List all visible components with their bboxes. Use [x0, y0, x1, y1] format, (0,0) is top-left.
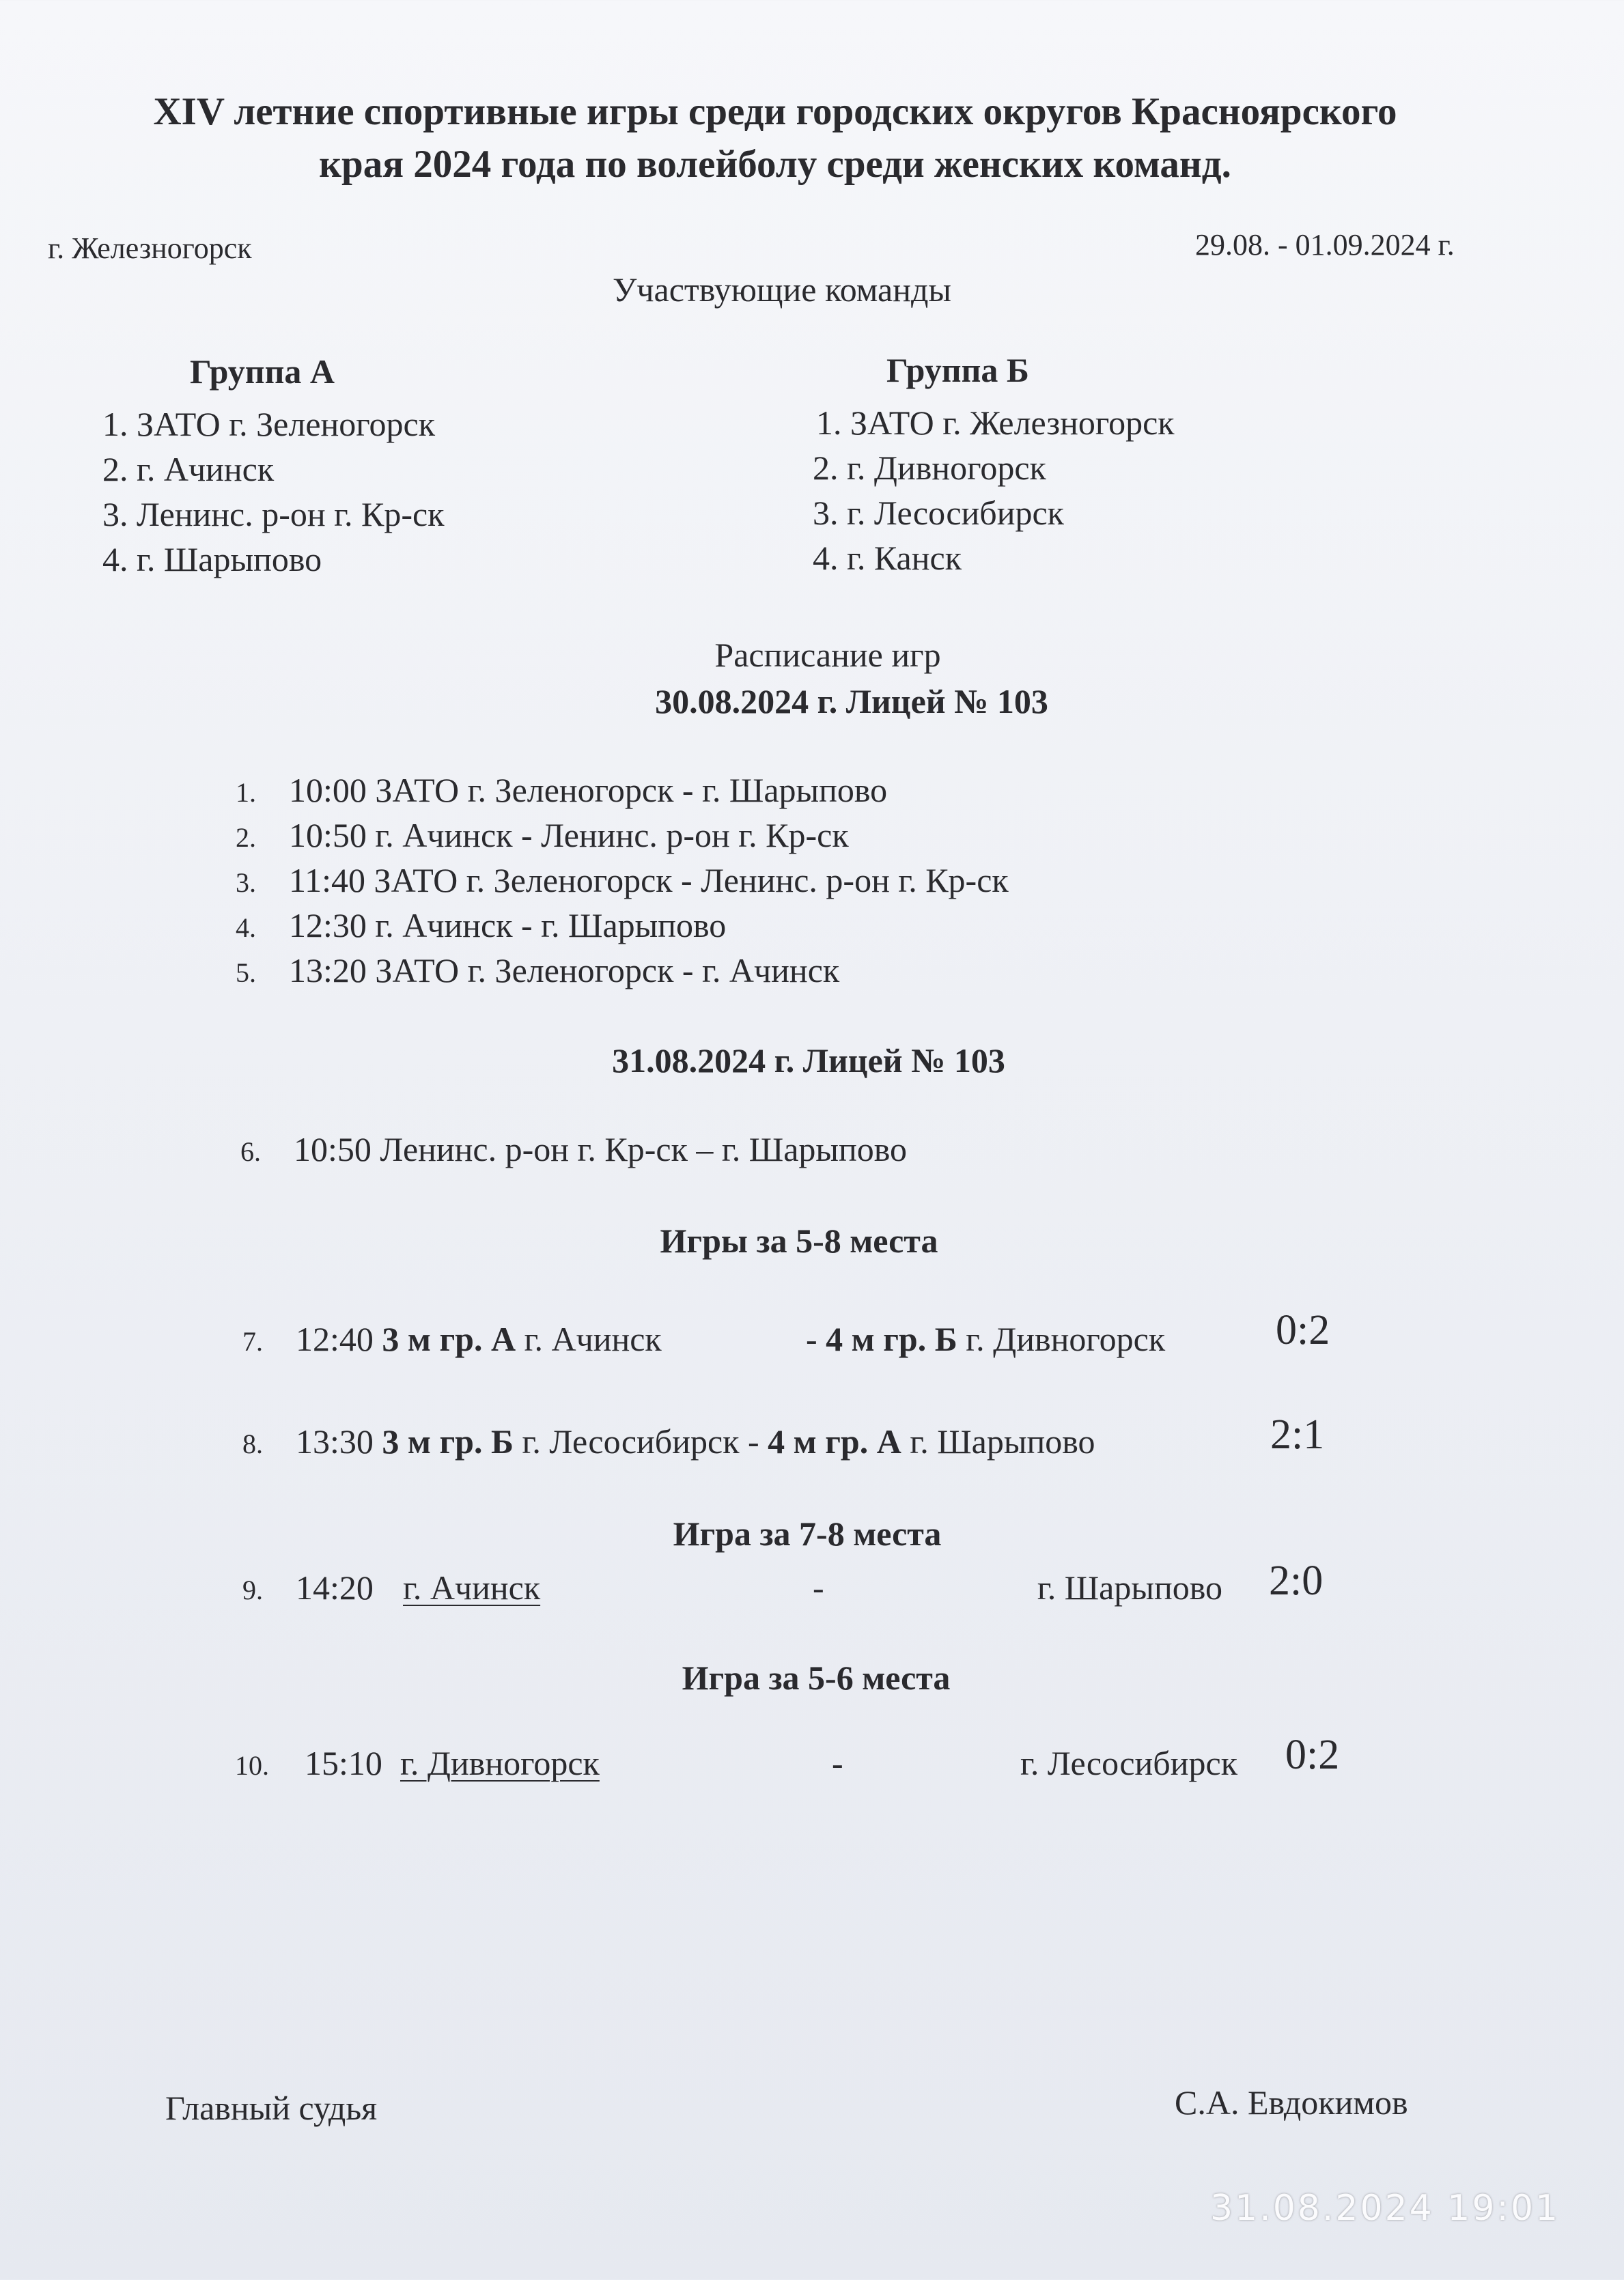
game-seed-1: 3 м гр. А: [382, 1320, 516, 1358]
game-number: 2.: [236, 822, 256, 853]
places-5-8-heading: Игры за 5-8 места: [660, 1222, 938, 1260]
game-team-1: г. Ачинск: [403, 1568, 541, 1607]
game-number: 10.: [235, 1750, 269, 1781]
group-a-team: 4. г. Шарыпово: [102, 540, 322, 578]
places-7-8-heading: Игра за 7-8 места: [673, 1515, 942, 1553]
chief-judge-label: Главный судья: [165, 2089, 378, 2127]
game-number: 8.: [242, 1428, 263, 1459]
group-a-team: 2. г. Ачинск: [102, 450, 275, 488]
game-row: [242, 1422, 1095, 1461]
game-number: 3.: [236, 867, 256, 898]
game-text: 13:20 ЗАТО г. Зеленогорск - г. Ачинск: [289, 951, 840, 989]
game-row: [236, 770, 887, 810]
game-score: 2:1: [1270, 1411, 1325, 1458]
game-score: 0:2: [1285, 1732, 1340, 1778]
game-separator: -: [748, 1422, 759, 1461]
game-team-1: г. Дивногорск: [400, 1744, 600, 1782]
game-seed-1: 3 м гр. Б: [382, 1422, 514, 1461]
doc-title-line2: края 2024 года по волейболу среди женских команд.: [319, 143, 1231, 186]
game-number: 7.: [242, 1326, 263, 1357]
game-text: 11:40 ЗАТО г. Зеленогорск - Ленинс. р-он г. Кр-ск: [289, 861, 1009, 899]
game-team-2: г. Лесосибирск: [1020, 1744, 1237, 1782]
day2-heading: 31.08.2024 г. Лицей № 103: [612, 1041, 1005, 1080]
game-team-2: г. Дивногорск: [966, 1320, 1166, 1358]
group-b-team: 3. г. Лесосибирск: [813, 494, 1064, 532]
game-number: 6.: [240, 1136, 261, 1167]
game-row: [235, 1743, 382, 1783]
game-text: 12:30 г. Ачинск - г. Шарыпово: [289, 906, 727, 944]
game-text: 10:50 Ленинс. р-он г. Кр-ск – г. Шарыпово: [294, 1130, 907, 1168]
dates-label: 29.08. - 01.09.2024 г.: [1195, 228, 1455, 262]
game-row: [242, 1568, 374, 1607]
game-separator: -: [806, 1320, 817, 1358]
teams-heading: Участвующие команды: [612, 270, 952, 309]
game-text: 10:50 г. Ачинск - Ленинс. р-он г. Кр-ск: [289, 816, 849, 854]
doc-title-line1: XIV летние спортивные игры среди городских округов Красноярского: [153, 90, 1397, 133]
game-seed-2: 4 м гр. А: [768, 1422, 901, 1461]
group-b-title: Группа Б: [886, 351, 1029, 389]
day1-heading: 30.08.2024 г. Лицей № 103: [655, 682, 1048, 720]
game-team-2: г. Шарыпово: [910, 1422, 1095, 1461]
game-team-1: г. Лесосибирск: [522, 1422, 740, 1461]
game-score: 0:2: [1276, 1307, 1330, 1353]
game-row: [242, 1319, 662, 1359]
game-row: [236, 815, 849, 855]
game-score: 2:0: [1269, 1558, 1324, 1604]
group-b-team: 1. ЗАТО г. Железногорск: [816, 404, 1175, 442]
game-separator: -: [832, 1744, 843, 1782]
game-seed-2: 4 м гр. Б: [826, 1320, 957, 1358]
game-text: 10:00 ЗАТО г. Зеленогорск - г. Шарыпово: [289, 771, 888, 809]
game-time: 12:40: [296, 1320, 374, 1358]
city-label: г. Железногорск: [48, 231, 252, 265]
game-number: 4.: [236, 912, 256, 943]
group-b-team: 4. г. Канск: [813, 539, 962, 577]
schedule-heading: Расписание игр: [714, 636, 941, 674]
chief-judge-name: С.А. Евдокимов: [1175, 2083, 1408, 2122]
game-separator: -: [813, 1568, 824, 1607]
game-row: [236, 951, 839, 990]
game-number: 9.: [242, 1575, 263, 1605]
game-time: 15:10: [305, 1744, 382, 1782]
game-row: [240, 1129, 907, 1169]
group-a-team: 3. Ленинс. р-он г. Кр-ск: [102, 495, 445, 533]
game-time: 13:30: [296, 1422, 374, 1461]
game-underline-row: [400, 1743, 1237, 1783]
group-a-title: Группа А: [190, 352, 335, 391]
game-team-2: г. Шарыпово: [1037, 1568, 1222, 1607]
game-number: 5.: [236, 957, 256, 988]
game-time: 14:20: [296, 1568, 374, 1607]
game-underline-row: [403, 1568, 1222, 1607]
places-5-6-heading: Игра за 5-6 места: [682, 1659, 951, 1697]
game-row: [236, 905, 726, 945]
game-row-right: [806, 1319, 1165, 1359]
game-number: 1.: [236, 777, 256, 808]
group-b-team: 2. г. Дивногорск: [813, 449, 1046, 487]
game-row: [236, 860, 1009, 900]
group-a-team: 1. ЗАТО г. Зеленогорск: [102, 405, 436, 443]
photo-timestamp: 31.08.2024 19:01: [1210, 2188, 1560, 2229]
game-team-1: г. Ачинск: [524, 1320, 662, 1358]
